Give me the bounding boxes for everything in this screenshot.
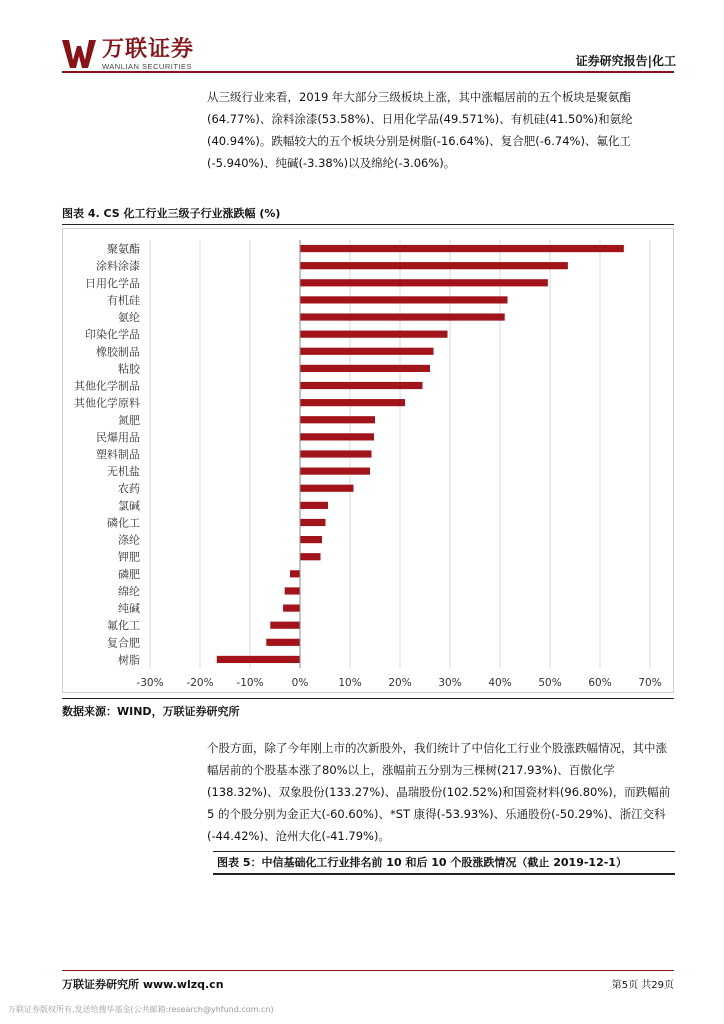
category-label-0: 聚氨酯	[107, 242, 140, 256]
bar-8	[300, 382, 423, 389]
bar-24	[217, 656, 300, 663]
bar-22	[270, 622, 300, 629]
bar-21	[283, 604, 300, 611]
bar-19	[290, 570, 300, 577]
category-label-16: 磷化工	[107, 516, 140, 530]
bar-11	[300, 433, 374, 440]
category-label-21: 纯碱	[118, 602, 140, 616]
copyright-watermark: 万联证券版权所有,发送给搜华基金(公共邮箱:research@yhfund.com.cn)	[8, 1005, 274, 1014]
category-label-12: 塑料制品	[96, 448, 140, 461]
x-tick-label-1: -20%	[186, 677, 214, 689]
header-divider	[62, 71, 674, 73]
x-tick-label-10: 70%	[638, 677, 662, 689]
x-tick-label-5: 20%	[388, 677, 412, 689]
figure4-chart	[62, 228, 674, 693]
x-tick-label-8: 50%	[538, 677, 562, 689]
paragraph-industry-overview: 从三级行业来看，2019 年大部分三级板块上涨，其中涨幅居前的五个板块是聚氨酯(64.77%)、涂料涂漆(53.58%)、日用化学品(49.571%)、有机硅(41.50%)和氨纶(40.94%)。跌幅较大的五个板块分别是树脂(-16.64%)、复合肥(-6.74%)、氟化工(-5.940%)、纯碱(-3.38%)以及绵纶(-3.06%)。	[207, 90, 633, 170]
category-label-1: 涂料涂漆	[96, 259, 140, 273]
category-label-19: 磷肥	[118, 567, 140, 581]
category-label-11: 民爆用品	[96, 430, 140, 444]
x-tick-label-7: 40%	[488, 677, 512, 689]
bar-9	[300, 399, 405, 406]
figure5-title: 图表 5：中信基础化工行业排名前 10 和后 10 个股涨跌情况（截止 2019-12-1）	[213, 851, 675, 875]
category-label-7: 粘胶	[118, 362, 140, 376]
bar-6	[300, 348, 434, 355]
category-label-14: 农药	[118, 482, 140, 496]
bar-17	[300, 536, 322, 543]
bar-16	[300, 519, 326, 526]
x-tick-label-2: -10%	[236, 677, 264, 689]
category-label-9: 其他化学原料	[74, 396, 140, 410]
category-label-22: 氟化工	[107, 619, 140, 633]
bar-12	[300, 450, 372, 457]
footer-divider	[62, 970, 674, 971]
category-label-2: 日用化学品	[85, 276, 140, 290]
bar-0	[300, 245, 624, 252]
category-label-5: 印染化学品	[85, 328, 140, 342]
logo-text-en: WANLIAN SECURITIES	[102, 62, 192, 71]
paragraph-stock-performance: 个股方面，除了今年刚上市的次新股外，我们统计了中信化工行业个股涨跌幅情况，其中涨幅居前的个股基本涨了80%以上，涨幅前五分别为三棵树(217.93%)、百傲化学(138.32%)、双象股份(133.27%)、晶瑞股份(102.52%)和国瓷材料(96.80%)，而跌幅前 5 的个股分别为金正大(-60.60%)、*ST 康得(-53.93%)、乐通股份(-50.29%)、浙江交科(-44.42%)、沧州大化(-41.79%)。	[207, 741, 671, 843]
bar-3	[300, 296, 508, 303]
bar-23	[266, 639, 300, 646]
figure4-title: 图表 4. CS 化工行业三级子行业涨跌幅 (%)	[62, 207, 281, 220]
category-label-10: 氮肥	[118, 413, 140, 427]
bar-20	[285, 587, 300, 594]
category-label-4: 氨纶	[118, 311, 140, 325]
bar-1	[300, 262, 568, 269]
bar-18	[300, 553, 321, 560]
category-label-8: 其他化学制品	[74, 379, 140, 393]
figure4-bottom-rule	[62, 698, 674, 699]
category-label-3: 有机硅	[107, 293, 140, 307]
x-tick-label-4: 10%	[338, 677, 362, 689]
bar-13	[300, 468, 370, 475]
company-logo	[62, 38, 202, 72]
bar-15	[300, 502, 328, 509]
bar-2	[300, 279, 548, 286]
category-label-6: 橡胶制品	[96, 345, 140, 359]
bar-10	[300, 416, 375, 423]
category-label-18: 钾肥	[118, 550, 140, 564]
figure4-source: 数据来源：WIND，万联证券研究所	[62, 705, 240, 718]
figure4-top-rule	[62, 224, 674, 225]
x-tick-label-6: 30%	[438, 677, 462, 689]
logo-w-icon	[62, 38, 96, 70]
bar-chart-svg	[62, 228, 674, 693]
category-label-24: 树脂	[118, 653, 140, 667]
category-label-17: 涤纶	[118, 533, 140, 547]
x-tick-label-9: 60%	[588, 677, 612, 689]
category-label-23: 复合肥	[107, 636, 140, 650]
page-number: 第5页 共29页	[611, 980, 674, 991]
category-label-13: 无机盐	[107, 465, 140, 479]
x-tick-label-3: 0%	[291, 677, 309, 689]
bar-14	[300, 485, 354, 492]
report-category: 证券研究报告|化工	[575, 54, 676, 68]
footer-company: 万联证券研究所 www.wlzq.cn	[62, 978, 224, 991]
category-label-20: 绵纶	[118, 584, 140, 598]
bar-7	[300, 365, 430, 372]
category-label-15: 氯碱	[118, 499, 140, 513]
logo-text-cn: 万联证券	[102, 37, 195, 62]
bar-4	[300, 313, 505, 320]
bar-5	[300, 331, 448, 338]
x-tick-label-0: -30%	[136, 677, 164, 689]
